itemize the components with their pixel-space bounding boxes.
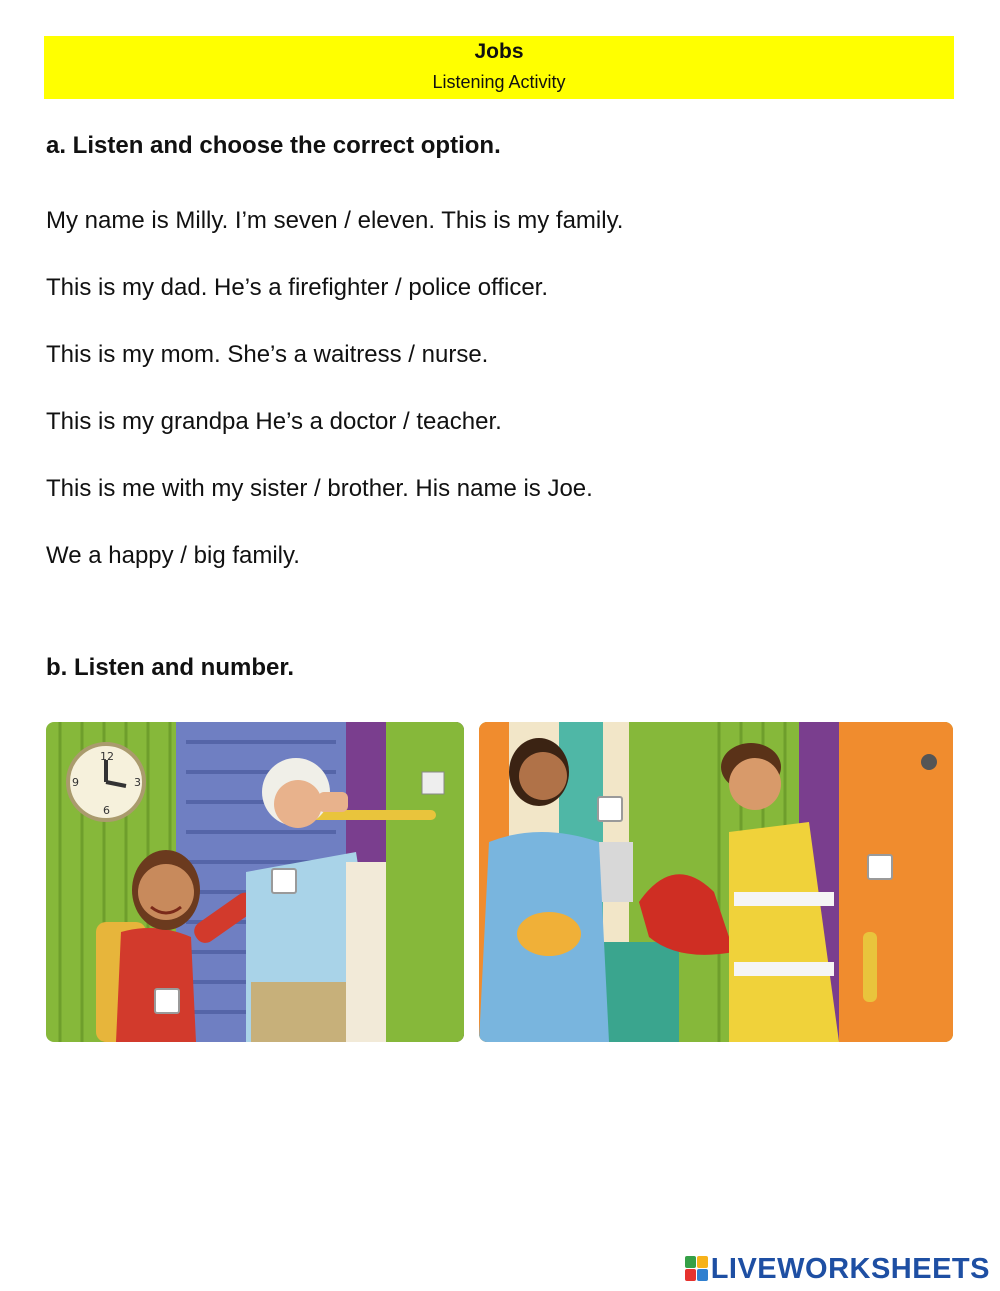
- clock-twelve: 12: [100, 750, 114, 763]
- illustration-girl-and-grandpa: [46, 722, 464, 1042]
- sentence-2[interactable]: This is my dad. He’s a firefighter / police officer.: [46, 274, 548, 301]
- sentence-4[interactable]: This is my grandpa He’s a doctor / teacher.: [46, 408, 502, 435]
- clock-icon: [68, 744, 144, 820]
- liveworksheets-logo: [685, 1252, 990, 1286]
- worksheet-title: Jobs: [474, 40, 524, 63]
- answer-box-waitress[interactable]: [597, 796, 623, 822]
- illustration-waitress-and-firefighter: [479, 722, 953, 1042]
- sentence-5[interactable]: This is me with my sister / brother. His name is Joe.: [46, 475, 593, 502]
- sentence-1[interactable]: My name is Milly. I’m seven / eleven. This is my family.: [46, 207, 624, 234]
- liveworksheets-wordmark: LIVEWORKSHEETS: [710, 1252, 990, 1285]
- answer-box-firefighter[interactable]: [867, 854, 893, 880]
- title-banner: [44, 36, 954, 99]
- liveworksheets-mark-icon: [685, 1256, 709, 1282]
- clock-nine: 9: [72, 776, 79, 789]
- sentence-3[interactable]: This is my mom. She’s a waitress / nurse.: [46, 341, 489, 368]
- answer-box-grandpa[interactable]: [271, 868, 297, 894]
- clock-six: 6: [103, 804, 110, 817]
- section-b-heading: b. Listen and number.: [46, 654, 295, 681]
- sentence-6[interactable]: We a happy / big family.: [46, 542, 300, 569]
- answer-box-girl[interactable]: [154, 988, 180, 1014]
- worksheet-subtitle: Listening Activity: [432, 72, 566, 92]
- section-a-heading: a. Listen and choose the correct option.: [46, 132, 501, 159]
- clock-three: 3: [134, 776, 141, 789]
